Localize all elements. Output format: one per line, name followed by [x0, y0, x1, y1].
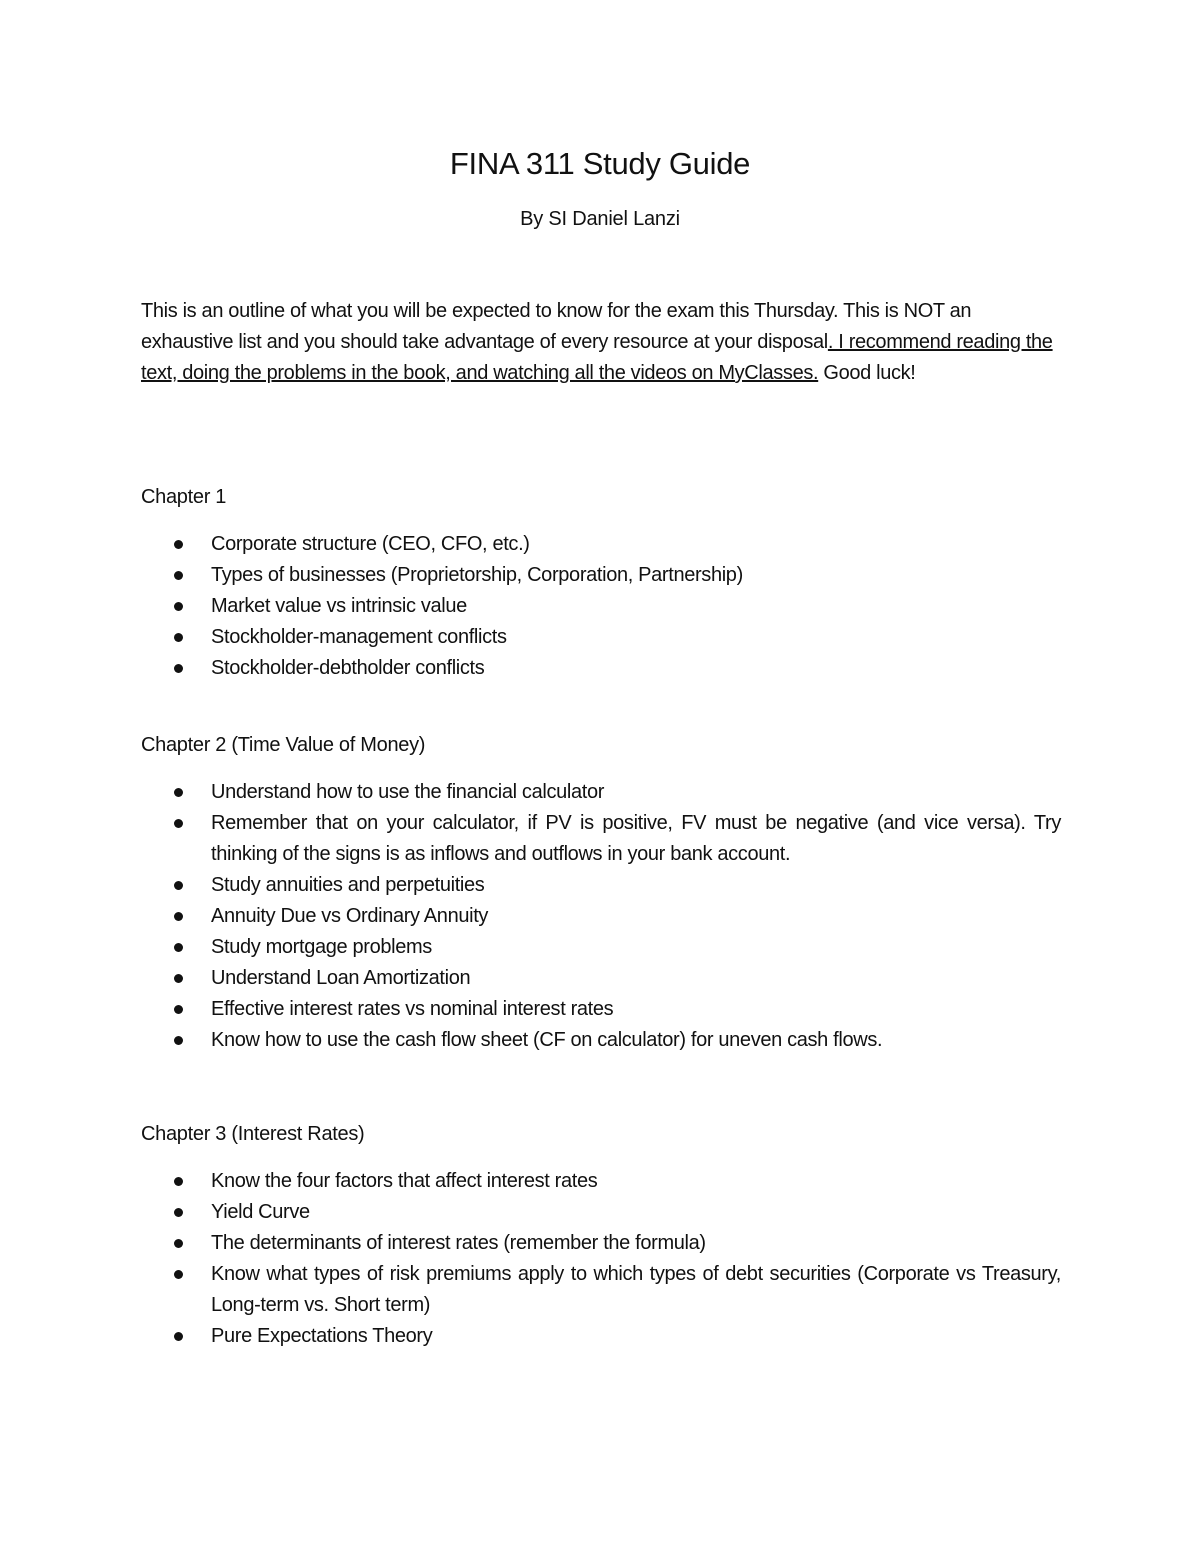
list-item-text: Annuity Due vs Ordinary Annuity [211, 905, 489, 927]
list-item [211, 1259, 1061, 1321]
list-item-text: Understand Loan Amortization [211, 967, 471, 989]
bullet-icon [174, 912, 183, 921]
list-item-text: Corporate structure (CEO, CFO, etc.) [211, 533, 530, 555]
bullet-icon [174, 1177, 183, 1186]
chapter-3-heading: Chapter 3 (Interest Rates) [141, 1123, 365, 1145]
list-item-text: Remember that on your calculator, if PV is positive, FV must be negative (and vice versa). Try thinking of the signs is as inflows and outflows in your bank account. [211, 812, 1061, 865]
bullet-icon [174, 881, 183, 890]
list-item-text: Stockholder-debtholder conflicts [211, 657, 485, 679]
list-item-text: The determinants of interest rates (remember the formula) [211, 1232, 706, 1254]
chapter-3-list [211, 1166, 1061, 1352]
list-item [211, 994, 1061, 1025]
list-item [211, 529, 1061, 560]
bullet-icon [174, 819, 183, 828]
chapter-2-heading: Chapter 2 (Time Value of Money) [141, 734, 426, 756]
bullet-icon [174, 974, 183, 983]
bullet-icon [174, 1208, 183, 1217]
list-item [211, 870, 1061, 901]
list-item-text: Understand how to use the financial calculator [211, 781, 605, 803]
list-item [211, 591, 1061, 622]
list-item-text: Know the four factors that affect interest rates [211, 1170, 598, 1192]
list-item [211, 963, 1061, 994]
list-item [211, 1025, 1061, 1056]
list-item [211, 808, 1061, 870]
bullet-icon [174, 1239, 183, 1248]
list-item-text: Know what types of risk premiums apply to which types of debt securities (Corporate vs Treasury, Long-term vs. Short term) [211, 1263, 1061, 1316]
bullet-icon [174, 788, 183, 797]
bullet-icon [174, 1270, 183, 1279]
bullet-icon [174, 571, 183, 580]
list-item-text: Effective interest rates vs nominal interest rates [211, 998, 614, 1020]
bullet-icon [174, 1332, 183, 1341]
list-item [211, 622, 1061, 653]
bullet-icon [174, 1036, 183, 1045]
list-item [211, 1228, 1061, 1259]
list-item [211, 777, 1061, 808]
bullet-icon [174, 943, 183, 952]
list-item-text: Know how to use the cash flow sheet (CF on calculator) for uneven cash flows. [211, 1029, 883, 1051]
list-item [211, 1197, 1061, 1228]
chapter-1-list [211, 529, 1061, 684]
list-item-text: Study mortgage problems [211, 936, 432, 958]
bullet-icon [174, 633, 183, 642]
list-item [211, 1166, 1061, 1197]
bullet-icon [174, 1005, 183, 1014]
bullet-icon [174, 602, 183, 611]
list-item-text: Types of businesses (Proprietorship, Corporation, Partnership) [211, 564, 743, 586]
list-item [211, 901, 1061, 932]
list-item [211, 653, 1061, 684]
list-item-text: Pure Expectations Theory [211, 1325, 433, 1347]
document-byline: By SI Daniel Lanzi [520, 208, 680, 230]
list-item [211, 1321, 1061, 1352]
list-item-text: Study annuities and perpetuities [211, 874, 485, 896]
intro-text: This is an outline of what you will be expected to know for the exam this Thursday. This is NOT an exhaustive list and you should take advantage of every resource at your disposal [141, 300, 972, 353]
list-item [211, 560, 1061, 591]
document-title: FINA 311 Study Guide [449, 146, 751, 181]
chapter-2-list [211, 777, 1061, 1056]
intro-closing: Good luck! [818, 362, 916, 384]
chapter-1-heading: Chapter 1 [141, 486, 227, 508]
intro-recommendation: . I recommend reading the text, doing the problems in the book, and watching all the videos on MyClasses. [141, 331, 1053, 384]
list-item-text: Market value vs intrinsic value [211, 595, 467, 617]
list-item-text: Stockholder-management conflicts [211, 626, 507, 648]
list-item-text: Yield Curve [211, 1201, 310, 1223]
bullet-icon [174, 664, 183, 673]
bullet-icon [174, 540, 183, 549]
list-item [211, 932, 1061, 963]
intro-paragraph [141, 296, 1061, 389]
